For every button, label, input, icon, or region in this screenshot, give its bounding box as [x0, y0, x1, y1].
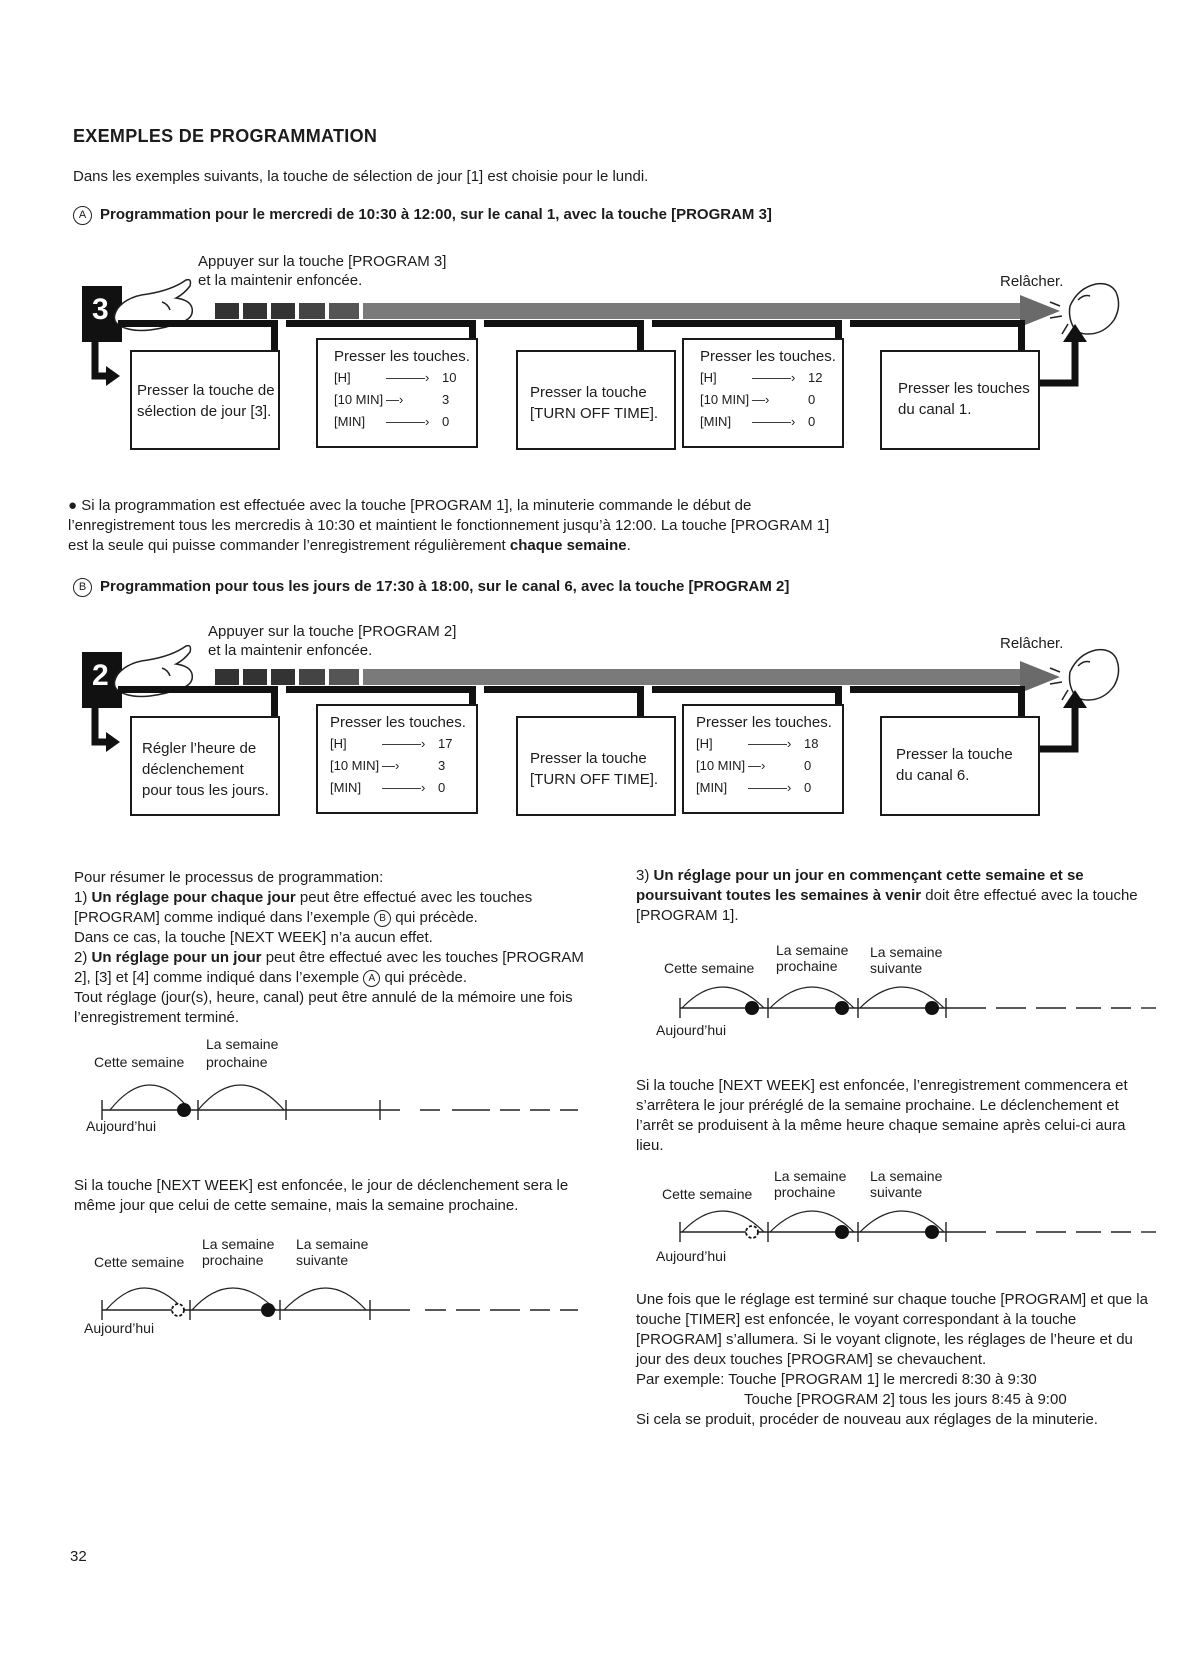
marker-a: A [363, 970, 380, 987]
example-b-heading [73, 578, 789, 597]
final-note [636, 1290, 1156, 1430]
kv-row: [MIN] ———› 0 [696, 780, 812, 795]
kv-row: [MIN] ———› 0 [334, 414, 450, 429]
next-week-note-left: Si la touche [NEXT WEEK] est enfoncée, le jour de déclenchement sera le même jour que celui de cette semaine, mais la semaine prochaine. [74, 1177, 569, 1214]
step-box-channel [880, 716, 1040, 816]
event-dot [177, 1103, 191, 1117]
box-line: Presser les touches [898, 380, 1030, 397]
final-text: Une fois que le réglage est terminé sur chaque touche [PROGRAM] et que la touche [TIMER] est enfoncée, le voyant correspondant à la touche [PROGRAM] s’allumera. Si le voyant clignote, les réglages de l’heure et du jour des deux touches [PROGRAM] se chevauchent. [636, 1291, 1148, 1368]
step-box-end-time [682, 338, 844, 448]
box-line: déclenchement [142, 761, 244, 778]
step-box-start-time [316, 338, 478, 448]
label-following-week-2: suivante [870, 1184, 923, 1200]
example-label: Par exemple: [636, 1371, 725, 1388]
note-text: Si la programmation est effectuée avec la touche [PROGRAM 1], la minuterie commande le début de l’enregistrement tous les mercredis à 10:30 et maintient le fonctionnement jusqu’à 12:00. La touche [PROGRAM 1] est la seule qui puisse commander l’enregistrement régulièrement [68, 497, 830, 554]
example-line-1: Par exemple: Touche [PROGRAM 1] le mercredi 8:30 à 9:30 [636, 1371, 1037, 1388]
box-line: du canal 1. [898, 401, 972, 418]
label-following-week: La semaine [870, 944, 943, 960]
event-dot [745, 1001, 759, 1015]
example-line-2: Touche [PROGRAM 2] tous les jours 8:45 à 9:00 [744, 1391, 1067, 1408]
box-line: [TURN OFF TIME]. [530, 405, 659, 422]
press-line-2: et la maintenir enfoncée. [198, 272, 363, 289]
kv-row: [10 MIN] —› 3 [334, 392, 450, 407]
diagram-program-2 [70, 624, 1150, 834]
summary-point-2: 2) Un réglage pour un jour peut être effectué avec les touches [PROGRAM 2], [3] et [4] comme indiqué dans l’exemple A qui précède. [74, 949, 584, 986]
box-line: pour tous les jours. [142, 782, 269, 799]
kv-row: [10 MIN] —› 0 [700, 392, 816, 407]
next-week-note-right: Si la touche [NEXT WEEK] est enfoncée, l’enregistrement commencera et s’arrêtera le jour préréglé de la semaine prochaine. Le déclenchement et l’arrêt se produisent à la même heure chaque semaine après celui-ci aura lieu. [636, 1077, 1128, 1154]
box-title: Presser les touches. [696, 714, 832, 731]
box-line: du canal 6. [896, 767, 970, 784]
summary-left [74, 868, 586, 1028]
release-label: Relâcher. [1000, 635, 1064, 652]
timeline-next-week [80, 1236, 590, 1336]
box-title: Presser les touches. [334, 348, 470, 365]
note-end: . [626, 537, 631, 554]
press-instruction [208, 622, 456, 660]
kv-row: [MIN] ———› 0 [330, 780, 446, 795]
marker-b: B [374, 910, 391, 927]
box-title: Presser les touches. [330, 714, 466, 731]
event-dot [835, 1001, 849, 1015]
label-this-week: Cette semaine [94, 1254, 185, 1270]
example-a-heading [73, 206, 772, 225]
program-badge: 3 [92, 293, 109, 326]
step-box-day [130, 350, 280, 450]
kv-row: [10 MIN] —› 0 [696, 758, 812, 773]
diagram-program-3 [70, 253, 1150, 468]
label-following-week: La semaine [296, 1236, 369, 1252]
label-following-week-2: suivante [296, 1252, 349, 1268]
release-hand-icon [1050, 650, 1119, 700]
box-line: Régler l’heure de [142, 740, 257, 757]
label-next-week-2: prochaine [776, 958, 838, 974]
skipped-dot [172, 1304, 184, 1316]
page-number: 32 [70, 1548, 87, 1565]
label-today: Aujourd’hui [84, 1320, 155, 1336]
box-line: [TURN OFF TIME]. [530, 771, 659, 788]
example-a-heading-text: Programmation pour le mercredi de 10:30 à 12:00, sur le canal 1, avec la touche [PROGRAM 3] [100, 206, 772, 223]
label-this-week: Cette semaine [664, 960, 755, 976]
kv-row: [H] ———› 12 [700, 370, 823, 385]
example-a-marker: A [73, 206, 92, 225]
label-next-week: La semaine [202, 1236, 275, 1252]
step-box-turn-off [516, 350, 676, 450]
kv-row: [H] ———› 10 [334, 370, 457, 385]
label-today: Aujourd’hui [86, 1118, 157, 1134]
box-line: Presser la touche de [137, 382, 275, 399]
timeline-every-week-next [656, 1168, 1166, 1268]
kv-row: [H] ———› 17 [330, 736, 453, 751]
summary-title: Pour résumer le processus de programmation: [74, 869, 384, 886]
step-box-turn-off [516, 716, 676, 816]
label-today: Aujourd’hui [656, 1248, 727, 1264]
kv-row: [MIN] ———› 0 [700, 414, 816, 429]
skipped-dot [746, 1226, 758, 1238]
label-next-week-2: prochaine [206, 1054, 268, 1070]
press-line-2: et la maintenir enfoncée. [208, 642, 373, 659]
release-label: Relâcher. [1000, 273, 1064, 290]
press-line-1: Appuyer sur la touche [PROGRAM 2] [208, 623, 457, 640]
timeline-graphic [656, 1168, 1166, 1268]
step-box-channel [880, 350, 1040, 450]
bullet: ● [68, 497, 82, 514]
loop-arrow-right [1035, 338, 1075, 383]
label-next-week-2: prochaine [774, 1184, 836, 1200]
label-next-week: La semaine [776, 942, 849, 958]
release-hand-icon [1050, 284, 1119, 334]
timeline-this-week [80, 1036, 590, 1136]
label-next-week: La semaine [774, 1168, 847, 1184]
example-b-heading-text: Programmation pour tous les jours de 17:30 à 18:00, sur le canal 6, avec la touche [PROGRAM 2] [100, 578, 790, 595]
kv-row: [H] ———› 18 [696, 736, 819, 751]
press-instruction [198, 252, 446, 290]
timeline-graphic [656, 942, 1166, 1042]
label-next-week-2: prochaine [202, 1252, 264, 1268]
label-following-week-2: suivante [870, 960, 923, 976]
program-badge: 2 [92, 659, 109, 692]
press-line-1: Appuyer sur la touche [PROGRAM 3] [198, 253, 447, 270]
note-bold: chaque semaine [509, 537, 627, 554]
kv-row: [10 MIN] —› 3 [330, 758, 446, 773]
closing-text: Si cela se produit, procéder de nouveau aux réglages de la minuterie. [636, 1411, 1098, 1428]
box-line: Presser la touche [896, 746, 1013, 763]
label-next-week: La semaine [206, 1036, 279, 1052]
box-line: Presser la touche [530, 750, 647, 767]
box-line: Presser la touche [530, 384, 647, 401]
step-box-trigger [130, 716, 280, 816]
event-dot [925, 1001, 939, 1015]
summary-point-2-note: Tout réglage (jour(s), heure, canal) peut être annulé de la mémoire une fois l’enregistrement terminé. [74, 989, 573, 1026]
event-dot [835, 1225, 849, 1239]
summary-point-1-note: Dans ce cas, la touche [NEXT WEEK] n’a aucun effet. [74, 929, 433, 946]
timeline-graphic [80, 1036, 590, 1136]
summary-point-3: 3) Un réglage pour un jour en commençant cette semaine et se poursuivant toutes les semaines à venir doit être effectué avec la touche [PROGRAM 1]. [636, 867, 1138, 924]
step-box-start-time [316, 704, 478, 814]
intro-text: Dans les exemples suivants, la touche de sélection de jour [1] est choisie pour le lundi. [73, 168, 649, 185]
note-program-1 [68, 496, 838, 556]
timeline-every-week [656, 942, 1166, 1042]
timeline-graphic [80, 1236, 590, 1336]
label-this-week: Cette semaine [94, 1054, 185, 1070]
label-this-week: Cette semaine [662, 1186, 753, 1202]
event-dot [261, 1303, 275, 1317]
step-box-end-time [682, 704, 844, 814]
box-line: sélection de jour [3]. [137, 403, 272, 420]
example-b-marker: B [73, 578, 92, 597]
label-following-week: La semaine [870, 1168, 943, 1184]
event-dot [925, 1225, 939, 1239]
summary-point-1: 1) Un réglage pour chaque jour peut être effectué avec les touches [PROGRAM] comme indiqué dans l’exemple B qui précède. [74, 889, 533, 926]
label-today: Aujourd’hui [656, 1022, 727, 1038]
box-title: Presser les touches. [700, 348, 836, 365]
page-title: EXEMPLES DE PROGRAMMATION [73, 126, 378, 146]
